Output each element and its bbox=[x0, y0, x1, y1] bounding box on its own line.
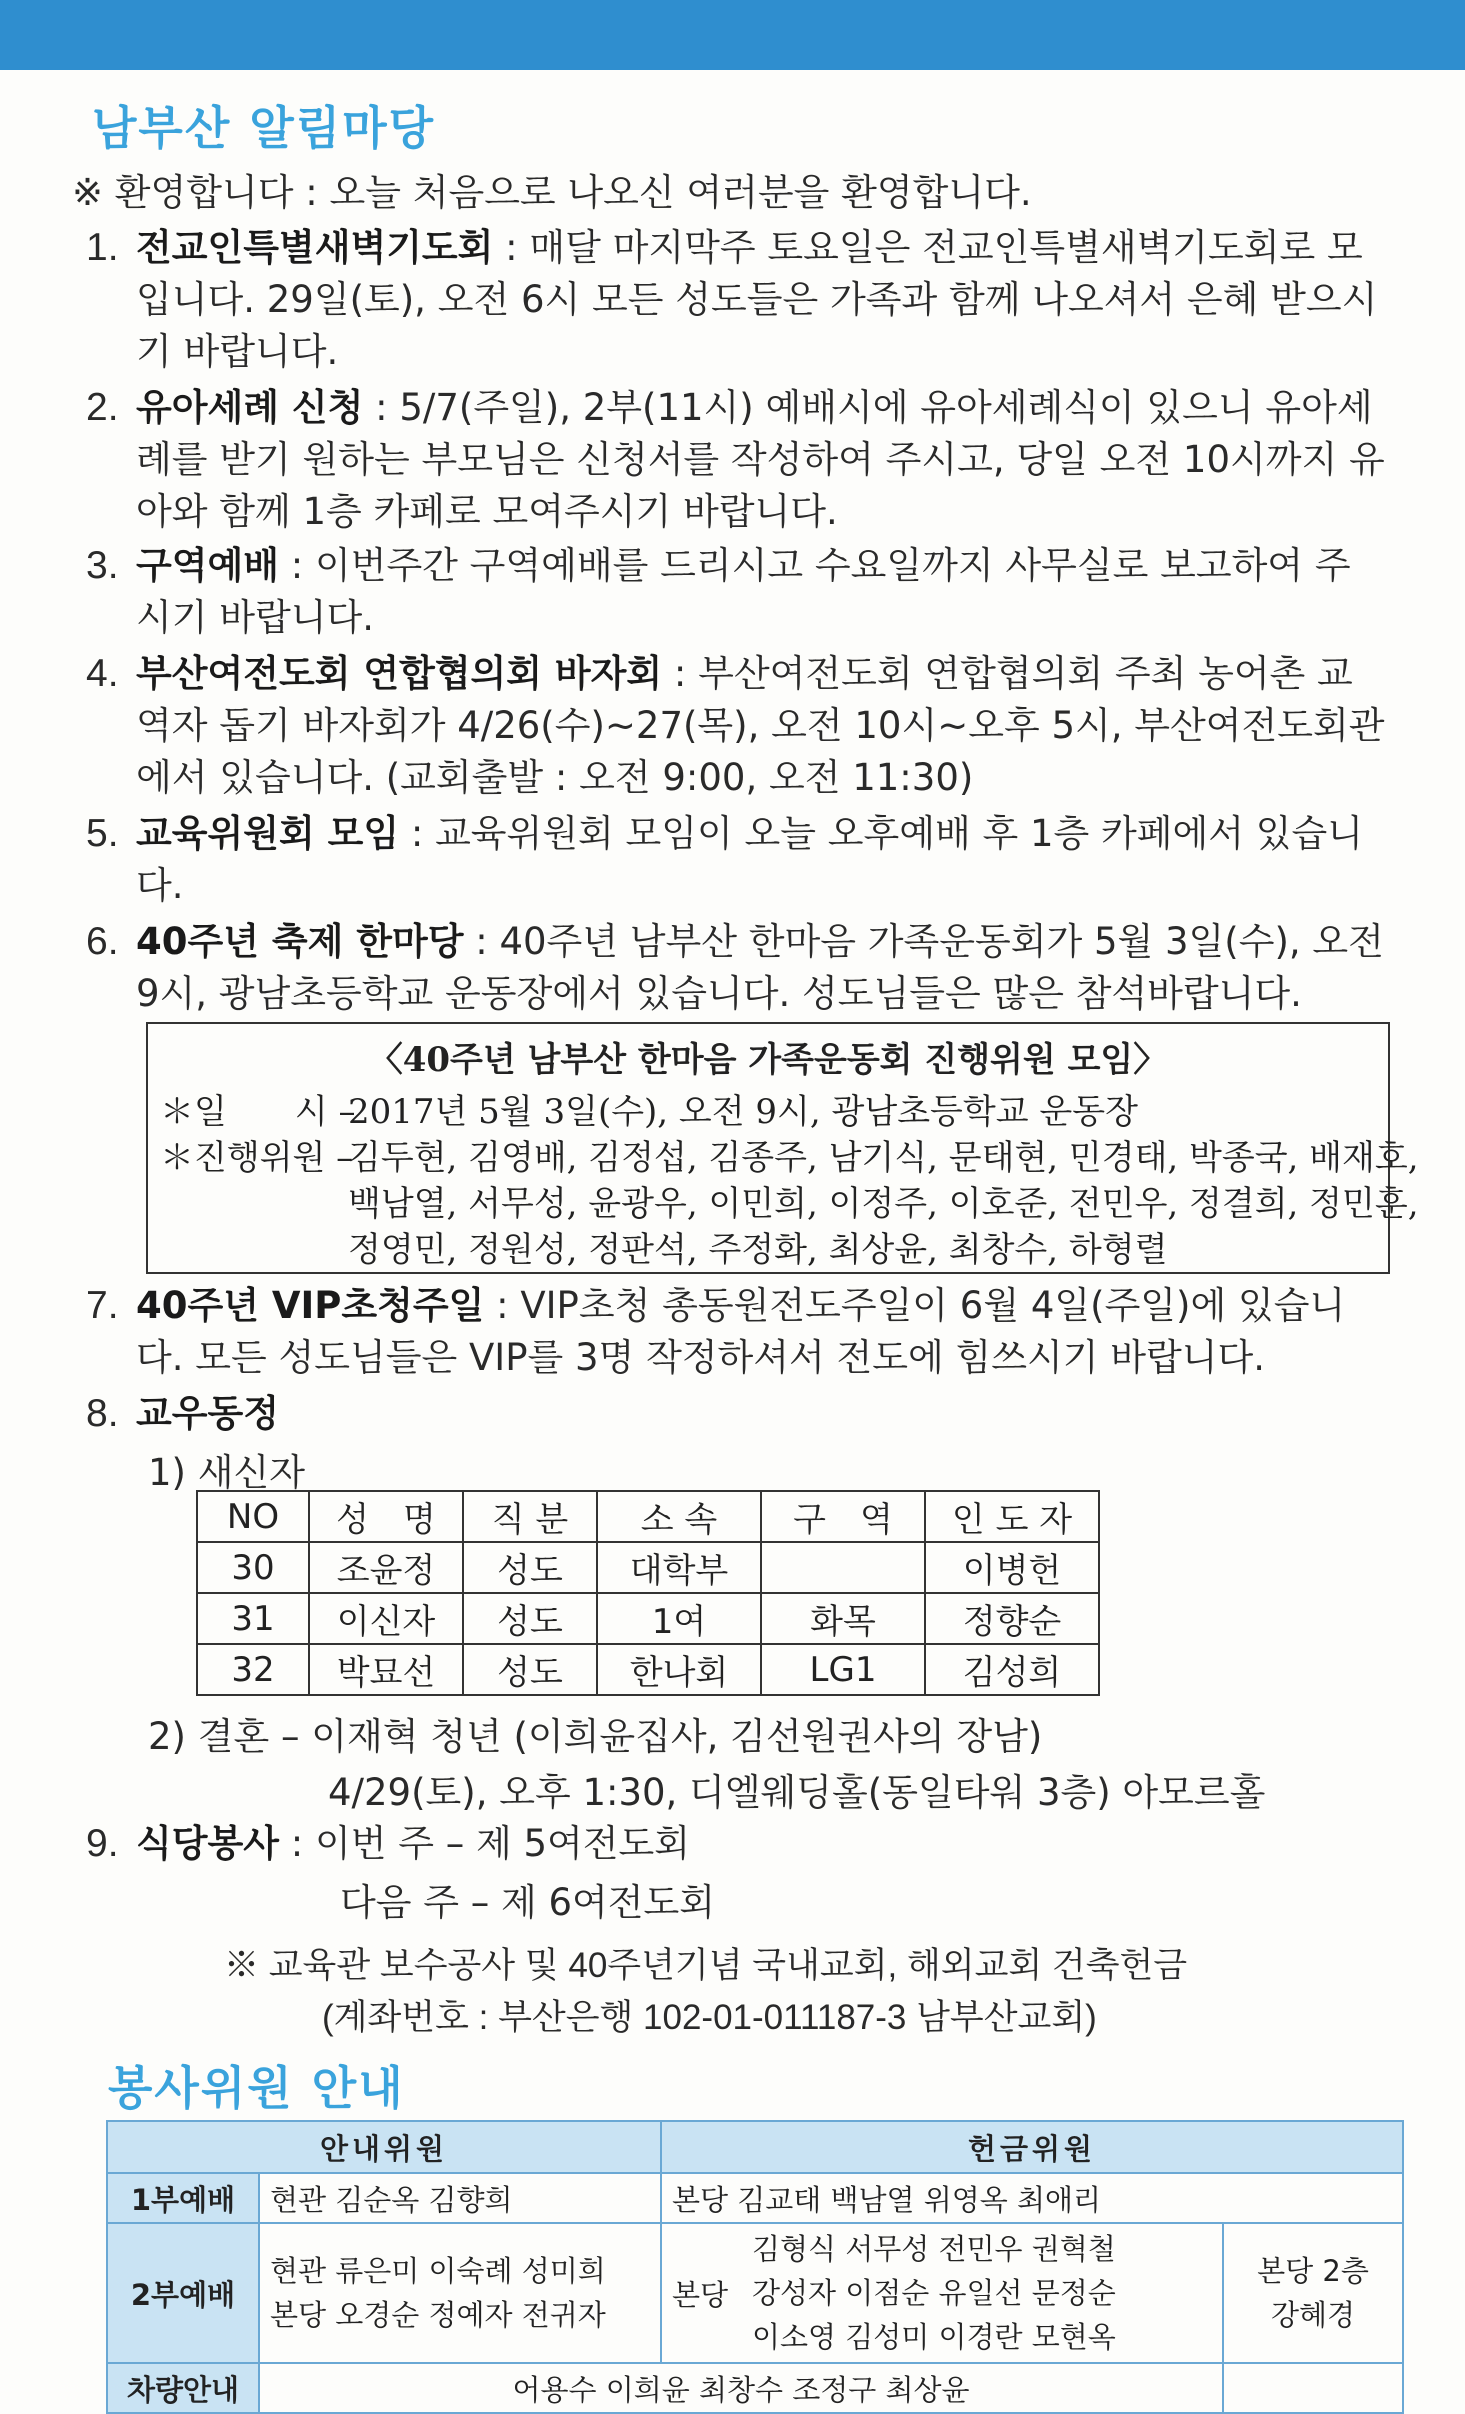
guide-cell bbox=[259, 2223, 661, 2363]
box-members-line: 정영민, 정원성, 정판석, 주정화, 최상윤, 최창수, 하형렬 bbox=[348, 1230, 1168, 1270]
offering-extra bbox=[1223, 2223, 1403, 2363]
table-row bbox=[197, 1644, 1099, 1695]
top-color-band bbox=[0, 0, 1465, 70]
table-row bbox=[197, 1542, 1099, 1593]
offering-line: 이소영 김성미 이경란 모현옥 bbox=[752, 2320, 1116, 2354]
item-number: 8. bbox=[86, 1392, 119, 1435]
notice-item-9 bbox=[86, 1818, 1386, 1870]
table-cell: 정향순 bbox=[925, 1593, 1099, 1644]
item-text: : 교육위원회 모임이 오늘 오후예배 후 1층 카페에서 있습니다. bbox=[136, 812, 1364, 907]
table-cell: 대학부 bbox=[597, 1542, 761, 1593]
item-heading: 교육위원회 모임 bbox=[136, 812, 400, 855]
item-text: : VIP초청 총동원전도주일이 6월 4일(주일)에 있습니다. 모든 성도님들은 VIP를 3명 작정하셔서 전도에 힘쓰시기 바랍니다. bbox=[136, 1284, 1346, 1379]
item-heading: 유아세례 신청 bbox=[136, 386, 364, 429]
guide-line: 본당 오경순 정예자 전귀자 bbox=[270, 2298, 606, 2332]
item-heading: 식당봉사 bbox=[136, 1822, 279, 1865]
item-text: : 40주년 남부산 한마음 가족운동회가 5월 3일(수), 오전 9시, 광남초등학교 운동장에서 있습니다. 성도님들은 많은 참석바랍니다. bbox=[136, 920, 1384, 1015]
notice-item-2 bbox=[86, 382, 1386, 538]
guide-cell: 현관 김순옥 김향희 bbox=[259, 2173, 661, 2223]
table-header-cell: 인 도 자 bbox=[925, 1491, 1099, 1542]
offering-cell: 본당 김교태 백남열 위영옥 최애리 bbox=[661, 2173, 1403, 2223]
table-cell: 화목 bbox=[761, 1593, 925, 1644]
item-text: : 매달 마지막주 토요일은 전교인특별새벽기도회로 모입니다. 29일(토), 오전 6시 모든 성도들은 가족과 함께 나오셔서 은혜 받으시기 바랍니다. bbox=[136, 226, 1378, 373]
table-cell: 김성희 bbox=[925, 1644, 1099, 1695]
table-cell: 32 bbox=[197, 1644, 309, 1695]
table-row bbox=[107, 2223, 1403, 2363]
item-number: 9. bbox=[86, 1822, 119, 1865]
table-header-cell: 구 역 bbox=[761, 1491, 925, 1542]
item-number: 5. bbox=[86, 812, 119, 855]
newcomers-label: 1) 새신자 bbox=[148, 1451, 305, 1494]
wedding-line: 2) 결혼 – 이재혁 청년 (이희윤집사, 김선원권사의 장남) bbox=[148, 1715, 1043, 1758]
table-cell: 성도 bbox=[463, 1644, 597, 1695]
table-header-row bbox=[197, 1491, 1099, 1542]
box-members-line: 백남열, 서무성, 윤광우, 이민희, 이정주, 이호준, 전민우, 정결희, 정민훈, bbox=[348, 1184, 1419, 1224]
account-number: (계좌번호 : 부산은행 102-01-011187-3 남부산교회) bbox=[322, 1998, 1097, 2037]
guide-header: 안내위원 bbox=[107, 2121, 661, 2173]
table-cell: 30 bbox=[197, 1542, 309, 1593]
item-number: 3. bbox=[86, 544, 119, 587]
box-members-line: 김두현, 김영배, 김정섭, 김종주, 남기식, 문태현, 민경태, 박종국, 배재호, bbox=[348, 1138, 1419, 1178]
item-heading: 부산여전도회 연합협의회 바자회 bbox=[136, 652, 663, 695]
box-title: 〈40주년 남부산 한마음 가족운동회 진행위원 모임〉 bbox=[368, 1040, 1168, 1080]
offering-header: 헌금위원 bbox=[661, 2121, 1403, 2173]
item-heading: 교우동정 bbox=[136, 1392, 279, 1435]
item-heading: 구역예배 bbox=[136, 544, 279, 587]
volunteers-header-row bbox=[107, 2121, 1403, 2173]
table-cell: 성도 bbox=[463, 1593, 597, 1644]
item-heading: 40주년 VIP초청주일 bbox=[136, 1284, 485, 1327]
table-cell: 성도 bbox=[463, 1542, 597, 1593]
table-header-cell: 직 분 bbox=[463, 1491, 597, 1542]
item-text: : 이번 주 – 제 5여전도회 bbox=[278, 1822, 690, 1865]
vehicle-cell: 어용수 이희윤 최창수 조정구 최상윤 bbox=[259, 2363, 1223, 2413]
item-number: 7. bbox=[86, 1284, 119, 1327]
offering-place: 본당 bbox=[661, 2223, 742, 2363]
guide-line: 현관 류은미 이숙례 성미희 bbox=[270, 2254, 606, 2288]
table-row bbox=[107, 2363, 1403, 2413]
volunteers-table bbox=[106, 2120, 1404, 2414]
item-heading: 40주년 축제 한마당 bbox=[136, 920, 464, 963]
notice-item-5 bbox=[86, 808, 1386, 912]
item-heading: 전교인특별새벽기도회 bbox=[136, 226, 494, 269]
table-cell: 31 bbox=[197, 1593, 309, 1644]
item-number: 6. bbox=[86, 920, 119, 963]
kitchen-next-week: 다음 주 – 제 6여전도회 bbox=[340, 1881, 716, 1924]
wedding-detail-line: 4/29(토), 오후 1:30, 디엘웨딩홀(동일타워 3층) 아모르홀 bbox=[328, 1771, 1266, 1814]
notice-section-title: 남부산 알림마당 bbox=[92, 101, 436, 155]
box-date-value: 2017년 5월 3일(수), 오전 9시, 광남초등학교 운동장 bbox=[348, 1092, 1138, 1132]
table-cell: 1여 bbox=[597, 1593, 761, 1644]
table-row bbox=[107, 2173, 1403, 2223]
box-date-label: ＊일 시 – bbox=[160, 1092, 356, 1132]
table-cell: 이병헌 bbox=[925, 1542, 1099, 1593]
offering-names bbox=[742, 2223, 1223, 2363]
table-header-cell: 성 명 bbox=[309, 1491, 463, 1542]
notice-item-1 bbox=[86, 222, 1386, 378]
volunteers-section-title: 봉사위원 안내 bbox=[108, 2061, 405, 2115]
committee-meeting-box bbox=[146, 1022, 1419, 1274]
building-fund-note: ※ 교육관 보수공사 및 40주년기념 국내교회, 해외교회 건축헌금 bbox=[224, 1946, 1188, 1985]
row-label: 차량안내 bbox=[107, 2363, 259, 2413]
table-row bbox=[197, 1593, 1099, 1644]
notice-item-8 bbox=[86, 1388, 1386, 1440]
notice-item-6 bbox=[86, 916, 1386, 1020]
offering-extra-name: 강혜경 bbox=[1270, 2298, 1356, 2332]
item-number: 4. bbox=[86, 652, 119, 695]
item-text: : 5/7(주일), 2부(11시) 예배시에 유아세례식이 있으니 유아세례를 받기 원하는 부모님은 신청서를 작성하여 주시고, 당일 오전 10시까지 유아와 함께 1층 카페로 모여주시기 바랍니다. bbox=[136, 386, 1385, 533]
table-header-cell: NO bbox=[197, 1491, 309, 1542]
offering-extra-place: 본당 2층 bbox=[1257, 2254, 1369, 2288]
notice-item-7 bbox=[86, 1280, 1386, 1384]
row-label: 1부예배 bbox=[107, 2173, 259, 2223]
row-label: 2부예배 bbox=[107, 2223, 259, 2363]
empty-cell bbox=[1223, 2363, 1403, 2413]
table-cell: 이신자 bbox=[309, 1593, 463, 1644]
notice-item-4 bbox=[86, 648, 1386, 804]
table-cell: LG1 bbox=[761, 1644, 925, 1695]
item-number: 2. bbox=[86, 386, 119, 429]
offering-line: 강성자 이점순 유일선 문정순 bbox=[752, 2276, 1116, 2310]
table-cell: 박묘선 bbox=[309, 1644, 463, 1695]
newcomers-table bbox=[196, 1490, 1100, 1696]
offering-line: 김형식 서무성 전민우 권혁철 bbox=[752, 2232, 1116, 2266]
notice-item-3 bbox=[86, 540, 1386, 644]
box-members-label: ＊진행위원 – bbox=[160, 1138, 354, 1178]
table-cell: 조윤정 bbox=[309, 1542, 463, 1593]
table-header-cell: 소 속 bbox=[597, 1491, 761, 1542]
welcome-line: ※ 환영합니다 : 오늘 처음으로 나오신 여러분을 환영합니다. bbox=[72, 171, 1032, 214]
table-cell bbox=[761, 1542, 925, 1593]
item-text: : 부산여전도회 연합협의회 주최 농어촌 교역자 돕기 바자회가 4/26(수)~27(목), 오전 10시~오후 5시, 부산여전도회관에서 있습니다. (교회출발 : 오전 9:00, 오전 11:30) bbox=[136, 652, 1385, 799]
item-number: 1. bbox=[86, 226, 119, 269]
item-text: : 이번주간 구역예배를 드리시고 수요일까지 사무실로 보고하여 주시기 바랍니다. bbox=[136, 544, 1351, 639]
table-cell: 한나회 bbox=[597, 1644, 761, 1695]
